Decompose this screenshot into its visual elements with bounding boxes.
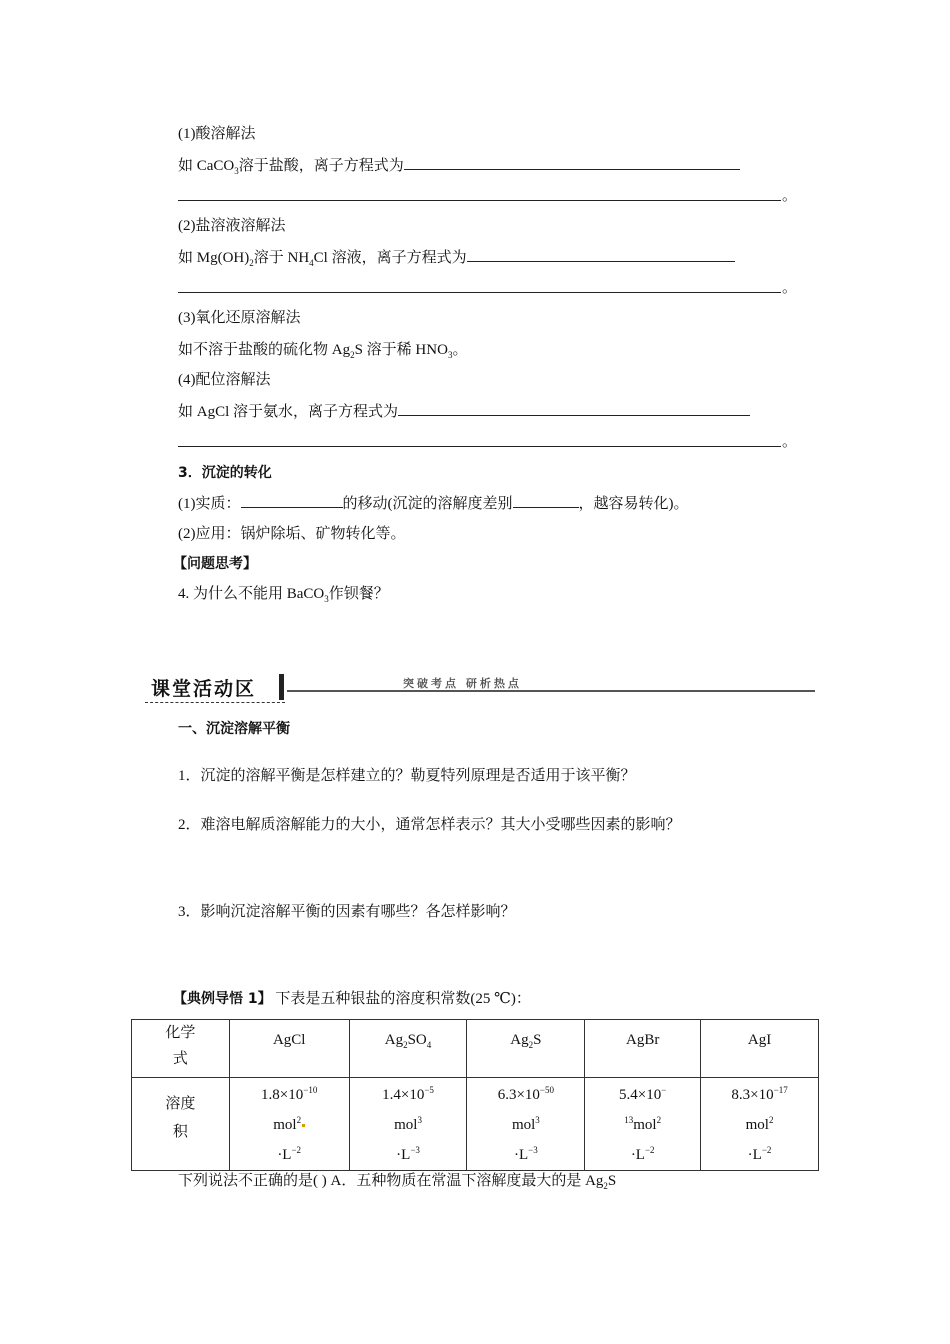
ksp-table — [131, 1019, 819, 1171]
table-cell: $1.8\times 10^{-10}$ mol$^2$ $\cdot L^{-2}$ — [229, 1078, 349, 1171]
acid-title: (1)酸溶解法 — [178, 126, 256, 142]
coord-title: (4)配位溶解法 — [178, 372, 271, 388]
section-heading: 3．沉淀的转化 — [178, 465, 272, 481]
banner-title: 课堂活动区 — [151, 678, 257, 700]
table-cell: 5.4×10− $^{13}$mol$^2$ $\cdot L^{-2}$ — [585, 1078, 701, 1171]
table-cell: $8.3\times 10^{-17}$ mol$^2$ $\cdot L^{-2}$ — [701, 1078, 819, 1171]
coord-line: 如 AgCl 溶于氨水，离子方程式为 — [178, 401, 750, 422]
table-cell: $6.3\times 10^{-50}$ mol$^3$ $\cdot L^{-3}$ — [467, 1078, 585, 1171]
essence-line: (1)实质： 的移动(沉淀的溶解度差别 ，越容易转化)。 — [178, 493, 689, 514]
period: 。 — [782, 434, 798, 450]
period: 。 — [782, 188, 798, 204]
answer-blank[interactable] — [398, 401, 750, 416]
question-3: 3．影响沉淀溶解平衡的因素有哪些？各怎样影响？ — [178, 904, 516, 920]
salt-title: (2)盐溶液溶解法 — [178, 218, 286, 234]
answer-blank[interactable] — [241, 493, 343, 508]
question-1: 1．沉淀的溶解平衡是怎样建立的？勒夏特列原理是否适用于该平衡？ — [178, 768, 636, 784]
answer-blank[interactable] — [404, 155, 740, 170]
table-cell: 化学 式 — [132, 1020, 230, 1078]
answer-rule[interactable] — [178, 200, 781, 201]
question-4: 4. 为什么不能用 BaCO$_3$作钡餐？ — [178, 586, 389, 604]
table-row — [132, 1078, 819, 1171]
example-question: 下列说法不正确的是( ) A．五种物质在常温下溶解度最大的是 $Ag_2S$ — [178, 1173, 617, 1191]
think-label: 【问题思考】 — [173, 556, 257, 572]
question-2: 2．难溶电解质溶解能力的大小，通常怎样表示？其大小受哪些因素的影响？ — [178, 817, 681, 833]
redox-line: 如不溶于盐酸的硫化物 $Ag_2S$ 溶于稀 $HNO_3$。 — [178, 342, 468, 360]
banner-bar — [279, 674, 284, 700]
acid-line: 如 CaCO$_3$溶于盐酸，离子方程式为 — [178, 155, 740, 176]
example-label: 【典例导悟 1】 — [173, 991, 272, 1007]
table-cell: 溶度 积 — [132, 1078, 230, 1171]
table-row — [132, 1020, 819, 1078]
table-cell: $1.4\times 10^{-5}$ mol$^3$ $\cdot L^{-3}$ — [349, 1078, 467, 1171]
part-heading: 一、沉淀溶解平衡 — [178, 721, 290, 737]
answer-rule[interactable] — [178, 292, 781, 293]
table-cell: AgBr — [585, 1020, 701, 1078]
salt-line: 如 $Mg(OH)_2$溶于 $NH_4Cl$ 溶液，离子方程式为 — [178, 247, 735, 268]
table-cell: AgI — [701, 1020, 819, 1078]
table-cell: AgCl — [229, 1020, 349, 1078]
table-cell: $Ag_2SO_4$ — [349, 1020, 467, 1078]
application-line: (2)应用：锅炉除垢、矿物转化等。 — [178, 526, 406, 542]
redox-title: (3)氧化还原溶解法 — [178, 310, 301, 326]
period: 。 — [782, 280, 798, 296]
section-banner — [145, 672, 815, 704]
banner-subtitle: 突破考点 研析热点 — [403, 677, 522, 690]
example-line: 【典例导悟 1】 下表是五种银盐的溶度积常数(25 ℃)： — [173, 991, 531, 1007]
banner-dash — [145, 702, 285, 703]
banner-line — [287, 690, 815, 692]
mark-dot — [302, 1124, 305, 1127]
answer-rule[interactable] — [178, 446, 781, 447]
table-cell: $Ag_2S$ — [467, 1020, 585, 1078]
answer-blank[interactable] — [467, 247, 735, 262]
answer-blank[interactable] — [513, 493, 579, 508]
